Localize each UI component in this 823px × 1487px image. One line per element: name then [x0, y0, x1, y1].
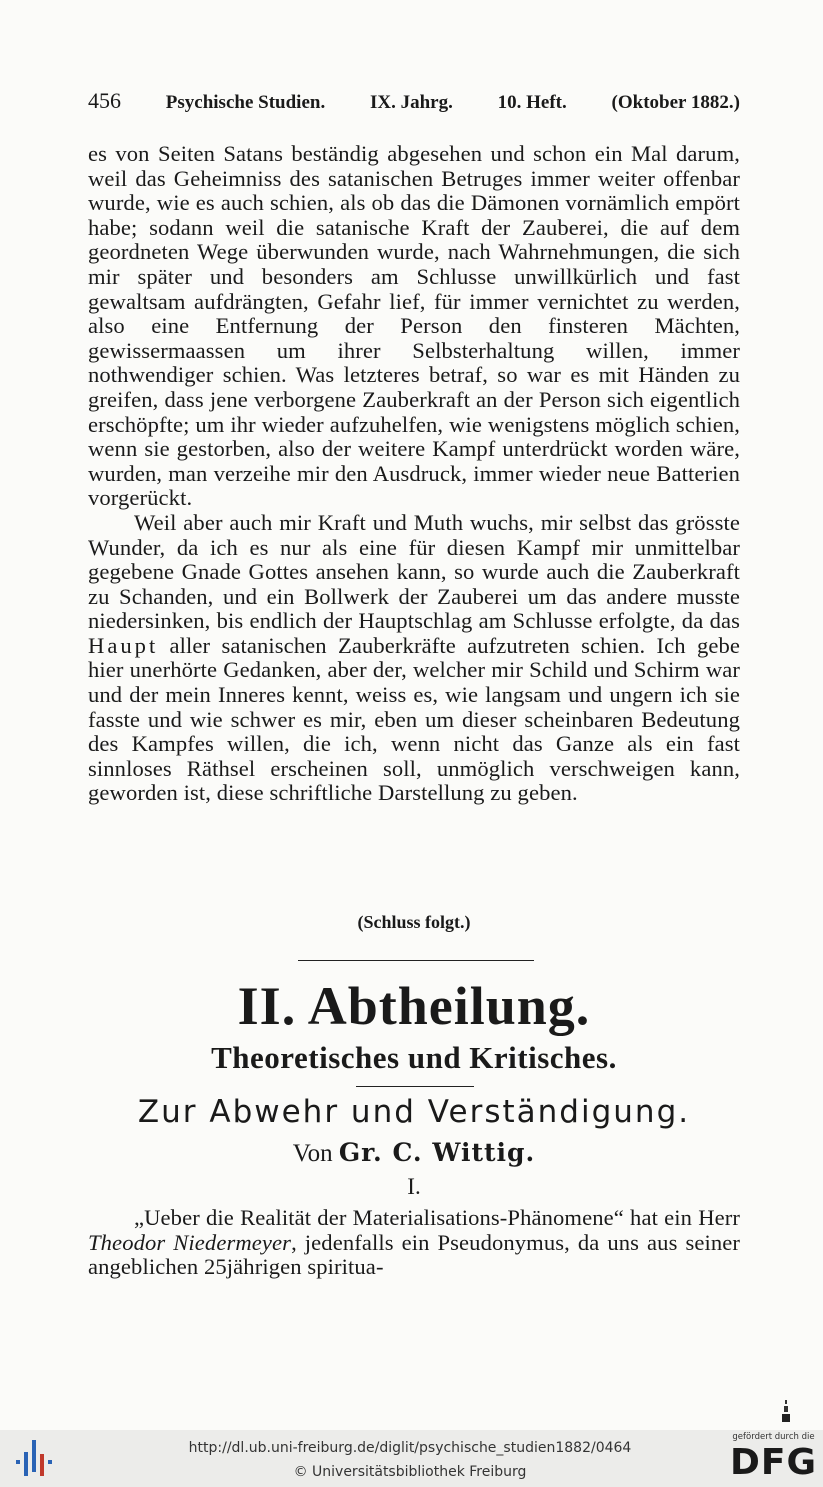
section-divider [298, 960, 534, 961]
issue-label: 10. Heft. [497, 92, 567, 113]
spaced-word: Haupt [88, 632, 159, 658]
section-subtitle: Theoretisches und Kritisches. [211, 1040, 617, 1075]
paragraph-2 [88, 511, 740, 806]
library-logo-icon [14, 1436, 54, 1480]
pseudonym: Theodor Niedermeyer [88, 1229, 292, 1255]
author-name: Gr. C. Wittig. [338, 1138, 536, 1167]
article-title: Zur Abwehr und Verständigung. [137, 1094, 691, 1130]
section-title: II. Abtheilung. [237, 976, 591, 1036]
source-url-link[interactable]: http://dl.ub.uni-freiburg.de/diglit/psychische_studien1882/0464 [188, 1440, 632, 1456]
paragraph-2-part-b: aller satanischen Zauberkräfte aufzutreten schien. Ich gebe hier unerhörte Gedanken, aber der, welcher mir Schild und Schirm war und der mein Inneres kennt, weiss es, wie langsam und ungern ich sie fasste und wie schwer es mir, eben um dieser scheinbaren Bedeutung des Kampfes willen, die ich, wenn nicht das Ganze als ein fast sinnloses Räthsel erscheinen soll, unmöglich verschweigen kann, geworden ist, diese schriftliche Darstellung zu geben. [88, 632, 740, 806]
paragraph-1: es von Seiten Satans beständig abgesehen und schon ein Mal darum, weil das Geheimniss des satanischen Betruges immer weiter offenbar wurde, wie es auch schien, als ob das die Dämonen vornämlich empört habe; sodann weil die satanische Kraft der Zauberei, die auf dem geordneten Wege überwunden wurde, nach Wahrnehmungen, die sich mir später und besonders am Schlusse unwillkürlich und fast gewaltsam aufdrängten, Gefahr lief, für immer vernichtet zu werden, also eine Entfernung der Person den finsteren Mächten, gewissermaassen um ihrer Selbsterhaltung willen, immer nothwendiger schien. Was letzteres betraf, so war es mit Händen zu greifen, dass jene verborgene Zauberkraft an der Person sich eigentlich erschöpfte; um ihr wieder aufzuhelfen, wie wenigstens möglich schien, wenn sie gestorben, also der weitere Kampf unterdrückt worden wäre, wurden, man verzeihe mir den Ausdruck, immer wieder neue Batterien vorgerückt. [88, 141, 740, 511]
paragraph-2-part-a: Weil aber auch mir Kraft und Muth wuchs, mir selbst das grösste Wunder, da ich es nur als eine für diesen Kampf mir unmittelbar gegebene Gnade Gottes ansehen kann, so wurde auch die Zauberkraft zu Schanden, und ein Bollwerk der Zauberei um das andere musste niedersinken, bis endlich der Hauptschlag am Schlusse erfolgte, da das [88, 509, 740, 634]
page-number: 456 [88, 88, 121, 113]
copyright-notice: © Universitätsbibliothek Freiburg [293, 1464, 527, 1480]
body-text [88, 142, 740, 806]
continuation-note: (Schluss folgt.) [357, 912, 471, 932]
byline [88, 1138, 740, 1168]
article-text-b: , jedenfalls ein Pseudonymus, da uns aus seiner angeblichen 25jährigen spiritua- [88, 1229, 741, 1280]
article-text-a: „Ueber die Realität der Materialisations-Phänomene“ hat ein Herr [134, 1205, 740, 1230]
volume-label: IX. Jahrg. [369, 92, 453, 113]
running-header [88, 88, 740, 114]
part-number: I. [407, 1174, 421, 1199]
dfg-wordmark: DFG [730, 1442, 818, 1483]
article-body [88, 1206, 740, 1280]
dfg-tagline: gefördert durch die [732, 1432, 815, 1442]
subtitle-divider [356, 1086, 474, 1087]
journal-title: Psychische Studien. [165, 92, 326, 113]
byline-prefix: Von [292, 1140, 333, 1167]
page-mark-icon [781, 1400, 791, 1422]
article-paragraph [88, 1206, 740, 1280]
dfg-logo [726, 1430, 821, 1486]
issue-date: (Oktober 1882.) [611, 92, 740, 113]
